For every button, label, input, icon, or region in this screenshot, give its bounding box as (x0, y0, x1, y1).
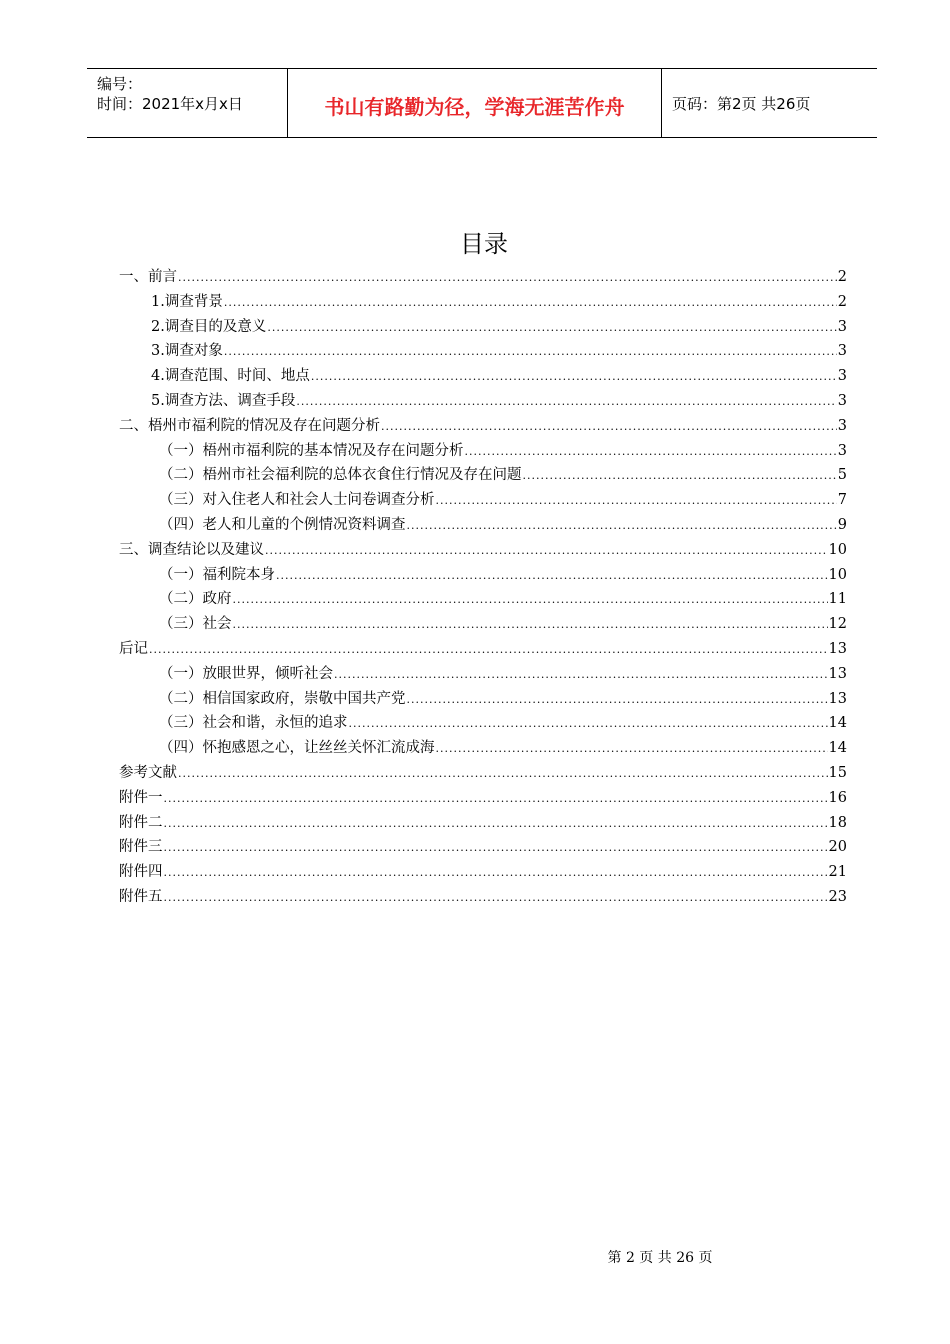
toc-leader-dots (311, 365, 837, 390)
toc-entry-page: 16 (828, 789, 847, 806)
toc-entry-label: （四）怀抱感恩之心，让丝丝关怀汇流成海 (159, 740, 435, 757)
toc-leader-dots (149, 638, 828, 663)
toc-entry[interactable] (119, 761, 847, 786)
toc-entry-label: 1.调查背景 (151, 293, 223, 310)
toc-leader-dots (164, 861, 828, 886)
toc-entry-label: （三）社会和谐，永恒的追求 (159, 715, 348, 732)
toc-entry-page: 10 (828, 541, 847, 558)
toc-leader-dots (436, 737, 828, 762)
page-footer: 第 2 页 共 26 页 (607, 1250, 713, 1266)
toc-entry-label: （二）相信国家政府，崇敬中国共产党 (159, 690, 406, 707)
toc-entry-page: 2 (837, 293, 847, 310)
toc-entry[interactable] (119, 811, 847, 836)
toc-entry-page: 18 (828, 814, 847, 831)
toc-leader-dots (164, 886, 828, 911)
toc-leader-dots (334, 663, 828, 688)
toc-entry[interactable] (119, 637, 847, 662)
toc-title: 目录 (460, 230, 508, 258)
toc-entry-label: （二）政府 (159, 591, 232, 608)
toc-entry-page: 12 (828, 616, 847, 633)
toc-entry[interactable] (119, 463, 847, 488)
motto: 书山有路勤为径，学海无涯苦作舟 (324, 95, 625, 119)
toc-entry-label: 一、前言 (119, 269, 177, 285)
toc-entry[interactable] (119, 860, 847, 885)
toc-entry-page: 11 (828, 591, 847, 608)
toc-entry[interactable] (119, 786, 847, 811)
toc-leader-dots (178, 762, 828, 787)
toc-leader-dots (178, 266, 837, 291)
toc-entry[interactable] (119, 538, 847, 563)
toc-entry-label: 二、梧州市福利院的情况及存在问题分析 (119, 417, 380, 434)
toc-leader-dots (436, 489, 837, 514)
toc-leader-dots (164, 836, 828, 861)
time-label: 时间：2021年x月x日 (97, 95, 243, 113)
toc-entry-page: 7 (837, 492, 847, 509)
toc-leader-dots (465, 440, 837, 465)
table-of-contents (119, 265, 847, 910)
toc-entry[interactable] (119, 488, 847, 513)
page-header (87, 68, 877, 138)
toc-entry[interactable] (119, 885, 847, 910)
toc-leader-dots (224, 291, 837, 316)
toc-entry-label: 附件五 (119, 888, 163, 905)
toc-leader-dots (296, 390, 836, 415)
page-info: 页码：第2页 共26页 (672, 95, 811, 113)
toc-leader-dots (407, 514, 837, 539)
toc-entry[interactable] (119, 339, 847, 364)
toc-entry-label: 5.调查方法、调查手段 (151, 392, 296, 409)
toc-entry-page: 14 (828, 740, 847, 757)
toc-leader-dots (164, 812, 828, 837)
toc-entry-label: 4.调查范围、时间、地点 (151, 368, 310, 385)
toc-entry-page: 5 (837, 467, 847, 484)
toc-leader-dots (224, 340, 837, 365)
toc-entry-page: 9 (837, 516, 847, 533)
toc-entry[interactable] (119, 612, 847, 637)
toc-entry-label: 参考文献 (119, 764, 177, 781)
toc-entry-page: 23 (828, 888, 847, 905)
toc-entry[interactable] (119, 414, 847, 439)
toc-entry-label: （一）放眼世界，倾听社会 (159, 665, 333, 682)
toc-entry[interactable] (119, 265, 847, 290)
toc-entry-label: （三）对入住老人和社会人士问卷调查分析 (159, 492, 435, 509)
toc-entry[interactable] (119, 315, 847, 340)
toc-leader-dots (381, 415, 837, 440)
toc-entry-label: 2.调查目的及意义 (151, 318, 267, 335)
toc-entry-label: 附件三 (119, 839, 163, 856)
toc-entry[interactable] (119, 290, 847, 315)
toc-leader-dots (349, 712, 828, 737)
toc-entry[interactable] (119, 587, 847, 612)
toc-entry-page: 3 (837, 442, 847, 459)
toc-entry-label: （二）梧州市社会福利院的总体衣食住行情况及存在问题 (159, 467, 522, 484)
toc-entry-page: 13 (828, 690, 847, 707)
toc-entry-page: 3 (837, 318, 847, 335)
toc-entry-page: 3 (837, 417, 847, 434)
toc-leader-dots (407, 688, 828, 713)
toc-leader-dots (523, 464, 837, 489)
serial-label: 编号： (97, 75, 143, 93)
header-page-cell (662, 69, 877, 137)
toc-entry[interactable] (119, 513, 847, 538)
toc-entry-label: （三）社会 (159, 616, 232, 633)
toc-leader-dots (164, 787, 828, 812)
toc-entry-page: 13 (828, 640, 847, 657)
header-motto-cell (287, 69, 662, 137)
toc-entry[interactable] (119, 711, 847, 736)
toc-entry-page: 2 (837, 269, 847, 285)
toc-entry-label: （一）福利院本身 (159, 566, 275, 583)
toc-entry-page: 21 (828, 864, 847, 881)
toc-leader-dots (276, 564, 828, 589)
toc-entry-page: 14 (828, 715, 847, 732)
toc-entry-page: 3 (837, 368, 847, 385)
toc-entry-page: 13 (828, 665, 847, 682)
toc-entry-page: 10 (828, 566, 847, 583)
toc-leader-dots (265, 539, 828, 564)
toc-entry[interactable] (119, 364, 847, 389)
toc-entry[interactable] (119, 389, 847, 414)
toc-entry-label: （四）老人和儿童的个例情况资料调查 (159, 516, 406, 533)
toc-leader-dots (267, 316, 836, 341)
toc-entry-page: 15 (828, 764, 847, 781)
toc-leader-dots (233, 588, 828, 613)
toc-entry[interactable] (119, 736, 847, 761)
toc-entry[interactable] (119, 835, 847, 860)
toc-entry-page: 3 (837, 343, 847, 360)
header-meta-cell (87, 69, 287, 137)
toc-entry-page: 20 (828, 839, 847, 856)
toc-entry[interactable] (119, 439, 847, 464)
toc-entry-label: 3.调查对象 (151, 343, 223, 360)
toc-entry[interactable] (119, 687, 847, 712)
toc-entry-label: 附件四 (119, 864, 163, 881)
toc-entry[interactable] (119, 662, 847, 687)
toc-entry-page: 3 (837, 392, 847, 409)
toc-entry-label: 后记 (119, 640, 148, 657)
toc-entry-label: 附件一 (119, 789, 163, 806)
toc-entry-label: （一）梧州市福利院的基本情况及存在问题分析 (159, 442, 464, 459)
toc-leader-dots (233, 613, 828, 638)
toc-entry[interactable] (119, 563, 847, 588)
toc-entry-label: 附件二 (119, 814, 163, 831)
toc-entry-label: 三、调查结论以及建议 (119, 541, 264, 558)
